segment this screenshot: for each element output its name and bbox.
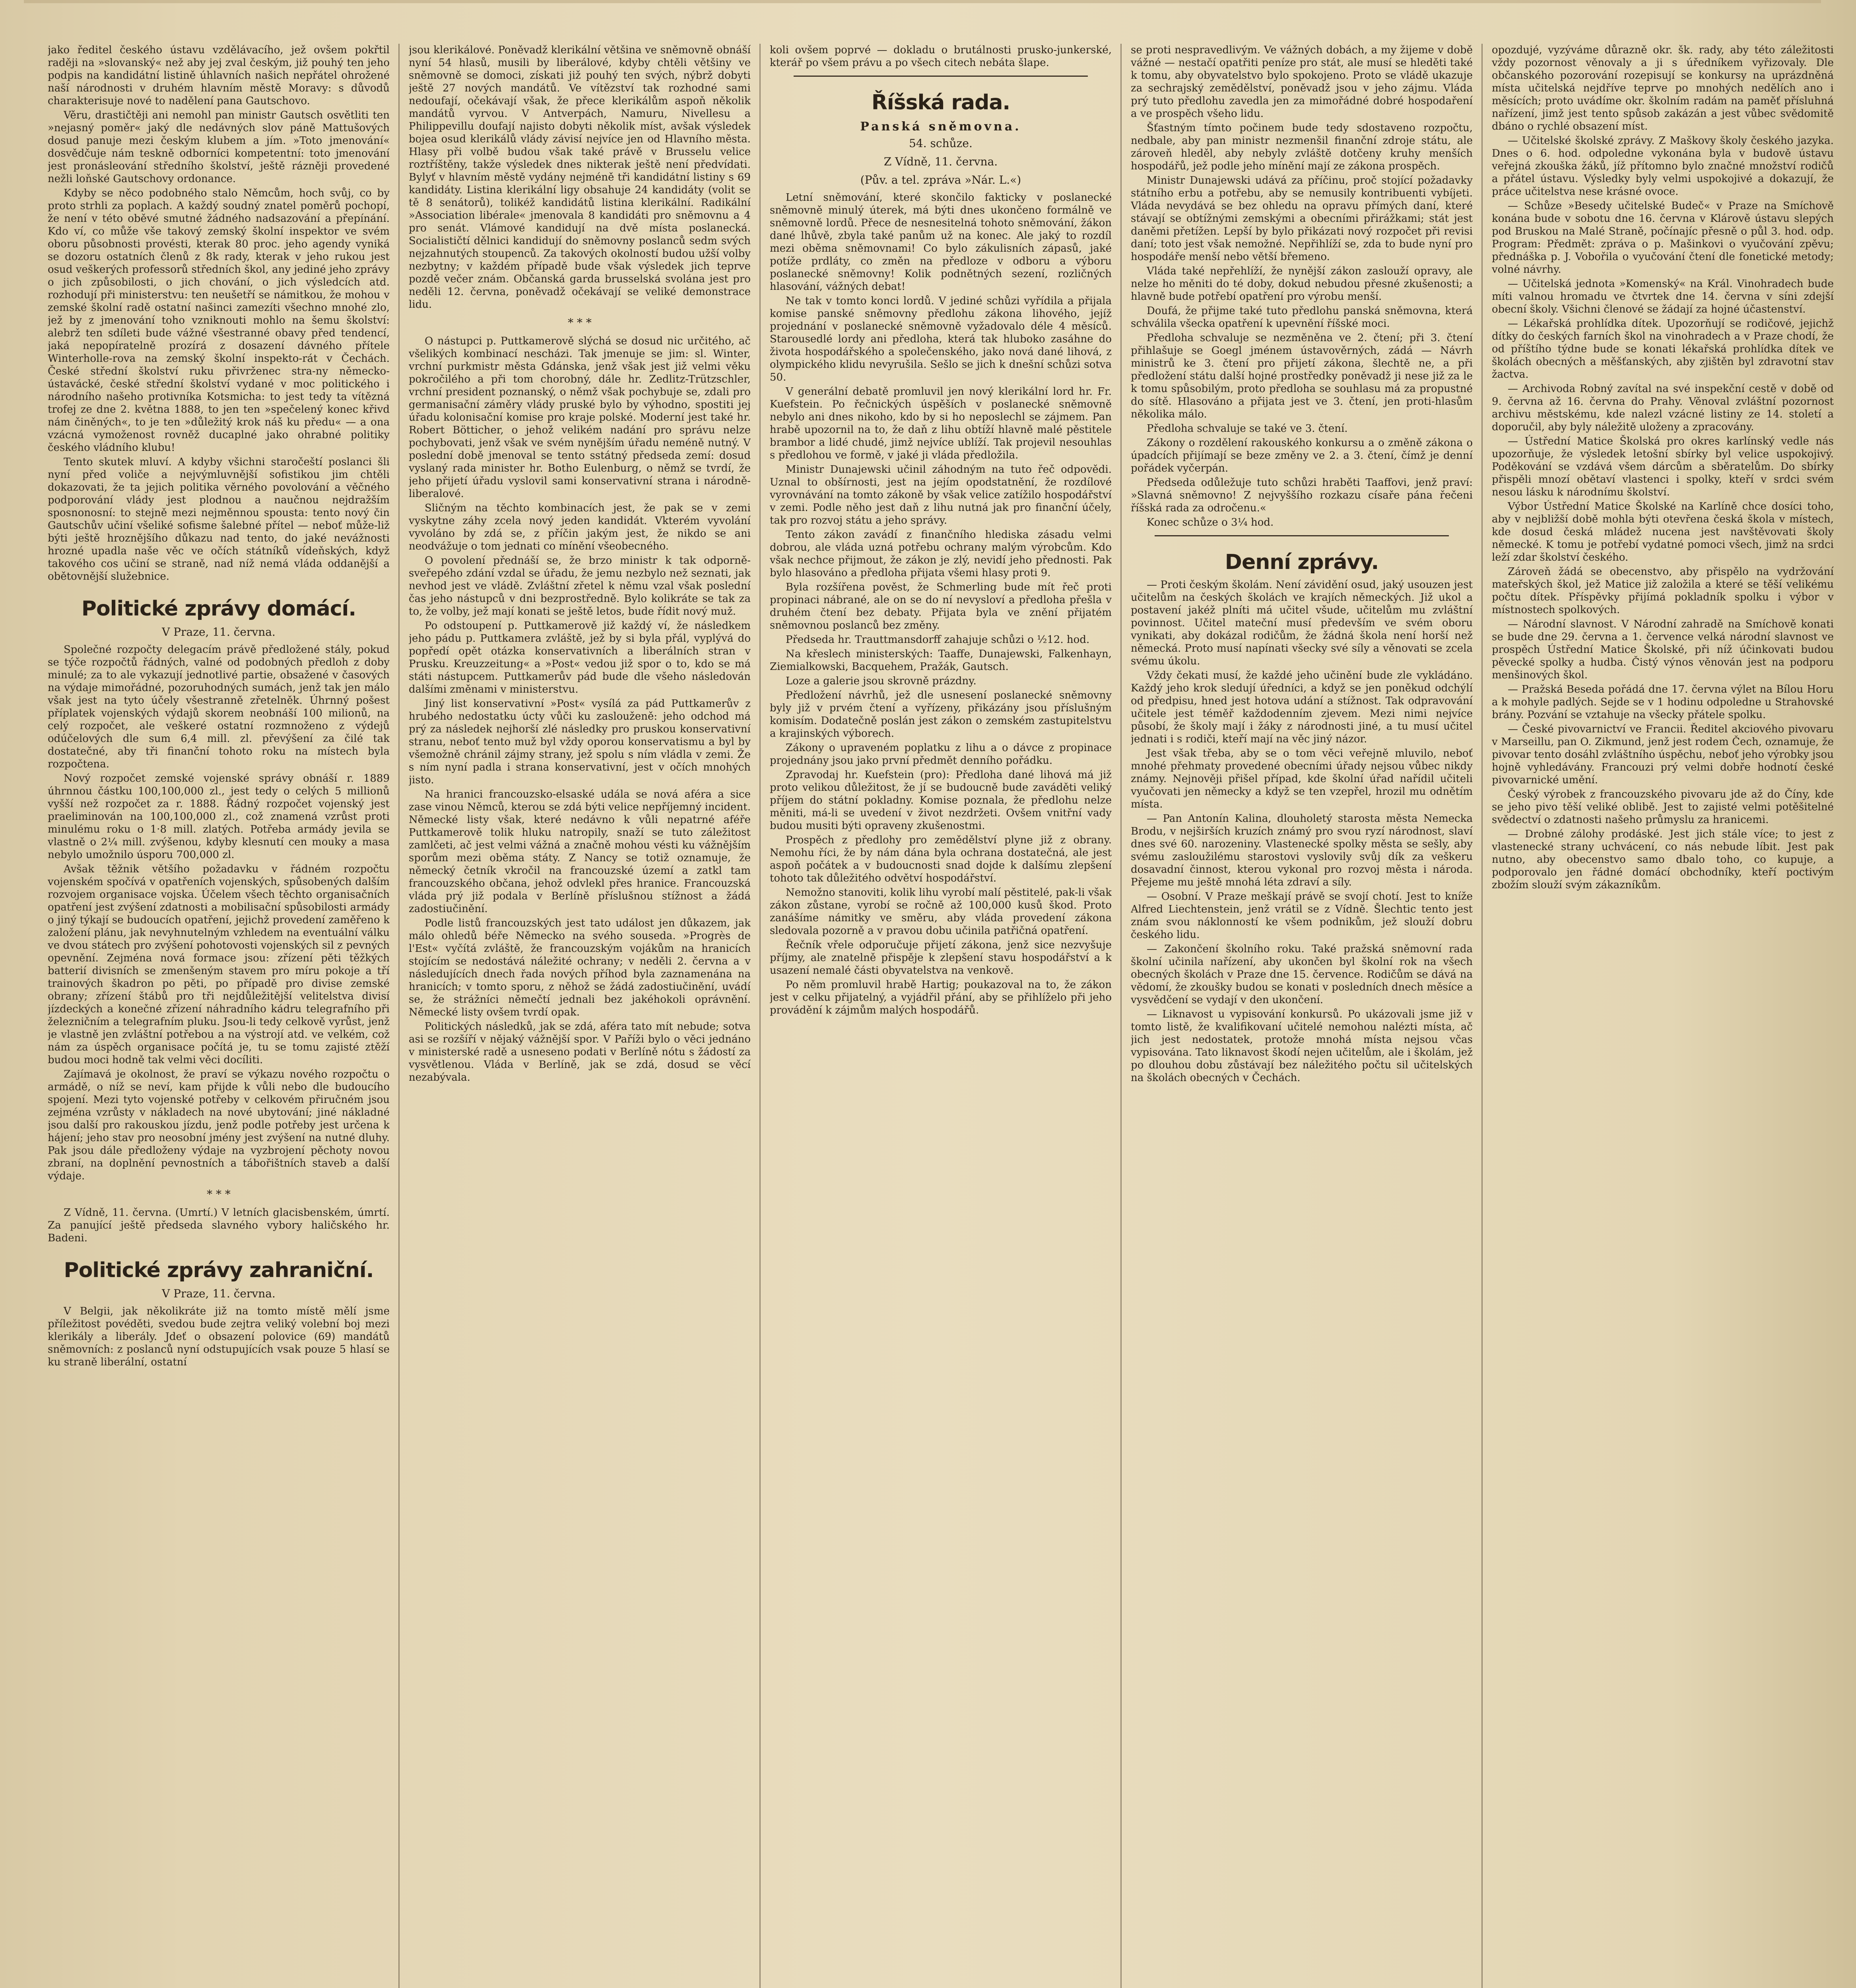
article-paragraph: Tento zákon zavádí z finančního hlediska zásadu velmi dobrou, ale vláda uzná potřebu ochrany malým výrobcům. Kdo však nechce přijmout, že zákon je zlý, nevidí jeho přednosti. Pak bylo hlasováno a předloha přijata všemi hlasy proti 9. <box>770 529 1112 579</box>
text-column-2 <box>409 44 751 1988</box>
article-paragraph: koli ovšem poprvé — dokladu o brutálnosti prusko-junkerské, kterář po všem právu a po všech citech nebáta šlape. <box>770 44 1112 69</box>
dateline: V Praze, 11. června. <box>162 1287 276 1300</box>
article-paragraph: jsou klerikálové. Poněvadž klerikální většina ve sněmovně obnáší nyní 54 hlasů, musili by liberálové, kdyby chtěli většiny ve sněmovně se domoci, získati již pouhý ten svých, nýbrž dobyti ještě 27 nových mandátů. Ve vítězství tak rozhodné sami nedoufají, očekávají však, že přece klerikálům aspoň několik mandátů vyrvou. V Antverpách, Namuru, Nivellesu a Philippevillu doufají najisto dobyti několik míst, avšak výsledek bojea osud klerikálů vlády závisí nejvíce jen od Hlavního města. Hlasy při volbě budou však také právě v Brusselu velice roztříštěny, takže výsledek dnes nikterak ještě není předvídati. Bylyť v hlavním městě vydány nejméně tři kandidátní listiny s 69 kandidáty. Listina klerikální ligy obsahuje 24 kandidáty (volit se tě 8 senátorů), tolikéž kandidátů listina klerikální. Radikální »Association libérale« jmenovala 8 kandidáti pro sněmovnu a 4 pro senát. Vlámové kandidují na dvě místa poslanecká. Socialističtí dělnici kandidují do sněmovny poslanců sedm svých nejzahnutých stoupenců. Za takových okolností budou užší volby nezbytny; v každém případě bude však výsledek jich teprve pozdě večer znám. Občanská garda brusselská svolána jest pro neděli 12. června, poněvadž očekávají se veliké demonstrace lidu. <box>409 44 751 311</box>
article-paragraph: Zároveň žádá se obecenstvo, aby přispělo na vydržování mateřských škol, jež Matice již založila a které se těší velikému počtu dítek. Příspěvky přijímá pokladník spolku i výbor v místnostech spolkových. <box>1492 566 1834 616</box>
article-paragraph: jako ředitel českého ústavu vzdělávacího, jež ovšem pokřtil raději na »slovanský« než aby jej zval českým, již pouhý ten jeho podpis na kandidátní listině úhlavních našich nepřátel ohrožené naší národnosti v druhém hlavním městě Moravy: s důvodů charakterisuje nové to nadělení pana Gautschovo. <box>48 44 390 107</box>
article-paragraph: — Archivoda Robný zavítal na své inspekční cestě v době od 9. června až 16. června do Prahy. Věnoval zvláštní pozornost archivu městskému, kde nalezl vzácné listiny ze 14. století a doporučil, aby byly náležitě uloženy a zpracovány. <box>1492 383 1834 433</box>
article-paragraph: Jest však třeba, aby se o tom věci veřejně mluvilo, neboť mnohé přehmaty provedené obecními úřady nejsou vůbec nikdy známy. Nejnověji přišel případ, kde školní úřad nařídil učiteli vyučovati jen německy a když se ten vzepřel, hrozil mu odnětím místa. <box>1131 747 1473 810</box>
section-heading: Politické zprávy zahraniční. <box>64 1258 374 1282</box>
section-heading: Denní zprávy. <box>1225 550 1379 574</box>
asterism-separator: * * * <box>207 1188 231 1201</box>
article-paragraph: — Zakončení školního roku. Také pražská sněmovní rada školní učinila nařízení, aby ukončen byl školní rok na všech obecných školách v Praze dne 15. července. Rodičům se dává na vědomí, že zkoušky budou se konati v posledních dnech měsíce a vysvědčení se vydají v den ukončení. <box>1131 943 1473 1006</box>
article-paragraph: V generální debatě promluvil jen nový klerikální lord hr. Fr. Kuefstein. Po řečnických úspěších v poslanecké sněmovně nebylo ani dnes nikoho, kdo by si ho neposlechl se zájmem. Pan hrabě upozornil na to, že daň z lihu obtíží hlavně malé pěstitele brambor a lidé chudé, jimž nejvíce ublíží. Tak projevil nesouhlas s předlohou ve formě, v jaké ji vláda předložila. <box>770 386 1112 461</box>
article-paragraph: — Lékařská prohlídka dítek. Upozorňují se rodičové, jejichž dítky do českých farních škol na vinohradech a v Praze chodí, že od příštího týdne bude se konati lékařská prohlídka dítek ve školách obecných a měšťanských, aby zjištěn byl zdravotní stav žactva. <box>1492 318 1834 381</box>
article-paragraph: Nemožno stanoviti, kolik lihu vyrobí malí pěstitelé, pak-li však zákon zůstane, vyrobí se ročně až 100,000 kusů škod. Proto zanášíme námitky ve směru, aby vláda provedení zákona sledovala pozorně a v pravou dobu učinila patřičná opatření. <box>770 887 1112 937</box>
article-paragraph: V Belgii, jak několikráte již na tomto místě mělí jsme příležitost povéděti, svedou bude zejtra veliký volební boj mezi klerikály a liberály. Jdeť o obsazení polovice (69) mandátů sněmovních: z poslanců nyní odstupujících vsak pouze 5 hlasí se ku straně liberální, ostatní <box>48 1305 390 1368</box>
article-paragraph: Po odstoupení p. Puttkamerově již každý ví, že následkem jeho pádu p. Puttkamera zvláště, jež by si byla přál, vyplývá do popředí opět otázka konservativních a liberálních stran v Prusku. Kreuzzeitung« a »Post« vedou již spor o to, kdo se má státi nástupcem. Puttkamerův pád bude dle všeho následován dalšími změnami v ministerstvu. <box>409 620 751 695</box>
article-paragraph: Zákony o rozdělení rakouského konkursu a o změně zákona o úpadcích přijímají se beze změny ve 2. a 3. čtení, čímž je denní pořádek vyčerpán. <box>1131 437 1473 474</box>
article-paragraph: — Schůze »Besedy učitelské Budeč« v Praze na Smíchově konána bude v sobotu dne 16. června v Klárově ústavu slepých pod Bruskou na Malé Straně, počínajíc přesně o půl 3. hod. odp. Program: Předmět: zpráva o p. Mašinkovi o vyučování zpěvu; přednáška p. J. Vobořila o vyučování čtení dle fonetické metody; volné návrhy. <box>1492 200 1834 276</box>
column-rule <box>1481 44 1483 1988</box>
article-paragraph: Předloha schvaluje se také ve 3. čtení. <box>1147 423 1348 435</box>
article-paragraph: Jiný list konservativní »Post« vysílá za pád Puttkamerův z hrubého nedostatku úcty vůči ku zaslouženě: jeho odchod má prý za následek nejhorší zlé následky pro pruskou konservativní stranu, neboť tento muž byl vždy oporou konservatismu a byl by všemožně chránil zájmy strany, jež spolu s ním vládla v zemi. Že s ním nyní padla i strana konservativní, jest v očích mnohých jisto. <box>409 698 751 786</box>
article-paragraph: — Proti českým školám. Není závidění osud, jaký usouzen jest učitelům na českých školách ve krajích německých. Již ukol a postavení jakéž plníti má učitel všude, učitelům mu zvláštní povinnost. Učitel mateční musí především ve svém oboru vynikati, aby dokázal rodičům, že žádná škola není horší než německá. Proto musí napínati všecky své síly a věnovati se zcela svému úkolu. <box>1131 579 1473 667</box>
article-paragraph: se proti nespravedlivým. Ve vážných dobách, a my žijeme v době vážné — nestačí opatřiti peníze pro stát, ale musí se hleděti také k tomu, aby obyvatelstvo bylo spokojeno. Proto se vládě ukazuje za sechrajský zemědělství, poněvadž jsou v jeho zájmu. Vláda prý tuto předlohu zavedla jen za mimořádné dobré hospodaření a ve prospěch všeho lidu. <box>1131 44 1473 120</box>
article-paragraph: Vláda také nepřehlíží, že nynější zákon zaslouží opravy, ale nelze ho měniti do té doby, dokud nebudou přesné zkušenosti; a hlavně bude potřebí opatření pro výrobu menší. <box>1131 265 1473 303</box>
article-paragraph: Politických následků, jak se zdá, aféra tato mít nebude; sotva asi se rozšíří v nějaký vážnější spor. V Paříži bylo o věci jednáno v ministerské radě a usneseno podati v Berlíně nótu s žádostí za vysvětlenou. Vláda v Berlíně, jak se zdá, dosud se věcí nezabývala. <box>409 1021 751 1083</box>
article-paragraph: Nový rozpočet zemské vojenské správy obnáší r. 1889 úhrnnou částku 100,100,000 zl., jest tedy o celých 5 millionů vyšší než rozpočet za r. 1888. Řádný rozpočet vojenský jest praeliminován na 100,100,000 zl., což znamená vzrůst proti minulému roku o 1·8 mill. zlatých. Potřeba armády jevila se vlastně o 2¼ mill. zvýšenou, kdyby klesnutí cen mouky a masa nebylo umožnilo úsporu 700,000 zl. <box>48 773 390 861</box>
article-paragraph: Zajímavá je okolnost, že praví se výkazu nového rozpočtu o armádě, o níž se neví, kam přijde k vůli nebo dle budoucího spojení. Mezi tyto vojenské potřeby v celkovém přiručném jsou zejména vzrůsty v nákladech na nové ubytování; jiné nákladné jsou další pro rakouskou jízdu, jenž podle potřeby jest určena k hájení; jeho stav pro neosobní jmény jest zvýšení na nutné dluhy. Pak jsou dále předloženy výdaje na vyzbrojení pěchoty novou zbraní, na doplnění pevnostních a tábořištních staveb a další výdaje. <box>48 1068 390 1182</box>
article-paragraph: Po něm promluvil hrabě Hartig; poukazoval na to, že zákon jest v celku přijatelný, a vyjádřil přání, aby se přihlíželo při jeho provádění k zájmům malých hospodářů. <box>770 979 1112 1016</box>
section-heading: Říšská rada. <box>871 91 1010 115</box>
article-paragraph: Věru, drastičtěji ani nemohl pan ministr Gautsch osvětliti ten »nejasný poměr« jaký dle nedávných slov páně Mattušových dosud panuje mezi českým klubem a jím. »Toto jmenování« dosvědčuje nám teskně odborníci kompetentní: toto jmenování jest pronásleování středního školství, ještě rázněji provedené nežli loňské Gautschovy ordonance. <box>48 109 390 185</box>
article-paragraph: — Pan Antonín Kalina, dlouholetý starosta města Nemecka Brodu, v nejširších kruzích známý pro svou ryzí národnost, slaví dnes své 60. narozeniny. Vlastenecké spolky města se sešly, aby svému zasloužilému starostovi vyslovily svůj dík za veškeru dosavadní činnost, kterou vykonal pro rozvoj města i národa. Přejeme mu ještě mnohá léta zdraví a síly. <box>1131 813 1473 888</box>
article-paragraph: Konec schůze o 3¼ hod. <box>1147 516 1274 528</box>
text-column-5 <box>1492 44 1834 1988</box>
column-rule <box>398 44 400 1988</box>
article-paragraph: Zpravodaj hr. Kuefstein (pro): Předloha dané lihová má již proto velikou důležitost, že jí se budoucně bude zaváděti veliký příjem do státní pokladny. Komise poznala, že předlohu nelze měniti, má-li se uvedení v život nezdržeti. Ovšem vnitřní vady budou musiti býti opraveny zkušenostmi. <box>770 769 1112 832</box>
article-paragraph: Předseda odůležuje tuto schůzi hraběti Taaffovi, jenž praví: »Slavná sněmovno! Z nejvyššího rozkazu císaře pána řečeni říšská rada za odročenu.« <box>1131 477 1473 514</box>
text-column-1 <box>48 44 390 1988</box>
article-paragraph: — Učitelské školské zprávy. Z Maškovy školy českého jazyka. Dnes o 6. hod. odpoledne vykonána byla v budově ústavu veřejná zkouška žáků, jíž přítomno bylo značné množství rodičů a přátel ústavu. Výsledky byly velmi uspokojivé a dokazují, že práce učitelstva nese krásné ovoce. <box>1492 135 1834 198</box>
article-paragraph: — Národní slavnost. V Národní zahradě na Smíchově konati se bude dne 29. června a 1. července velká národní slavnost ve prospěch Ústřední Matice Školské, při níž účinkovati budou pěvecké spolky a hudba. Čistý výnos věnován jest na podporu menšinových škol. <box>1492 618 1834 681</box>
article-paragraph: Český výrobek z francouzského pivovaru jde až do Číny, kde se jeho pivo těší veliké oblibě. Jest to zajisté velmi potěšitelné svědectví o zdatnosti našeho průmyslu za hranicemi. <box>1492 788 1834 826</box>
column-rule <box>759 44 761 1988</box>
article-paragraph: Předložení návrhů, jež dle usnesení poslanecké sněmovny byly již v prvém čtení a vyřízeny, přikázány jsou příslušným komisím. Dodatečně poslán jest zákon o zemském zastupitelstvu a krajinských výborech. <box>770 689 1112 740</box>
section-rule <box>794 76 1088 77</box>
dateline: (Pův. a tel. zpráva »Nár. L.«) <box>860 173 1021 186</box>
article-paragraph: — Osobní. V Praze meškají právě se svojí chotí. Jest to kníže Alfred Liechtenstein, jenž vrátil se z Vídně. Šlechtic tento jest znám svou náklonností ke všem podnikům, jež slouží dobru českého lidu. <box>1131 891 1473 941</box>
article-paragraph: Byla rozšířena pověst, že Schmerling bude mít řeč proti propinaci nábrané, ale on se do ní nevysloví a předloha přešla v druhém čtení bez debaty. Přijata byla ve znění přijatém sněmovnou poslanců bez změny. <box>770 581 1112 631</box>
article-paragraph: Ministr Dunajewski učinil záhodným na tuto řeč odpovědi. Uznal to obšírnosti, jest na jejím opodstatnění, že rozdílové vyrovnávání na tomto zákoně by však velice zatížilo hospodářství v zemi. Podle něho jest daň z lihu nutná jak pro finanční účely, tak pro rozvoj státu a jeho správy. <box>770 464 1112 526</box>
article-paragraph: Prospěch z předlohy pro zemědělství plyne již z obrany. Nemohu říci, že by nám dána byla ochrana dostatečná, ale jest aspoň počátek a v budoucnosti snad dojde k dalšímu zlepšení tohoto tak důležitého odvětví hospodářství. <box>770 834 1112 884</box>
article-paragraph: O nástupci p. Puttkamerově slýchá se dosud nic určitého, ač všelikých kombinací nescházi. Tak jmenuje se jim: sl. Winter, vrchní purkmistr města Gdánska, jenž však jest již velmi věku pokročilého a při tom chorobný, dále hr. Zedlitz-Trützschler, vrchní president poznanský, o němž však pochybuje se, zdali pro germanisační záměry vlády pruské bylo by výhodno, spostiti jej úřadu kolonisační komise pro kraje polské. Moderní jest také hr. Robert Bötticher, o jehož velikém nadání pro správu nelze pochybovati, jenž však ve svém nynějším úřadu neméně nutný. V poslední době jmenoval se tento sstátný předseda zemí: dosud vyslaný rada minister hr. Botho Eulenburg, o němž se tvrdí, že jeho přijetí úřadu vyslovil sami konservativní strana i národně-liberalové. <box>409 335 751 500</box>
article-paragraph: Ne tak v tomto konci lordů. V jediné schůzi vyřídila a přijala komise panské sněmovny předlohu zákona lihového, jejíž projednání v poslanecké sněmovně vyžadovalo déle 4 měsíců. Starousedlé lordy ani předloha, která tak hluboko zasáhne do života hospodářského a společenského, jako nová dané lihová, z olympického klidu nevyrušila. Sešlo se jich k dnešní schůzi sotva 50. <box>770 295 1112 383</box>
article-paragraph: Zákony o upraveném poplatku z lihu a o dávce z propinace projednány jsou jako první předmět denního pořádku. <box>770 742 1112 767</box>
article-paragraph: Podle listů francouzských jest tato událost jen důkazem, jak málo ohledů béře Německo na svého souseda. »Progrès de l'Est« vyčítá zvláště, že francouzským vojákům na hranicích stojícím se nedostává náležité ochrany; v neděli 2. června a v následujících dnech řada nových příhod byla zaznamenána na hranicích; v tomto sporu, z něhož se žádá zadostiučinění, uvádí se, že strážníci němečtí jednali bez jakéhokoli oprávnění. Německé listy ovšem tvrdí opak. <box>409 917 751 1018</box>
section-rule <box>1155 535 1449 536</box>
text-column-3 <box>770 44 1112 1988</box>
article-paragraph: Na křeslech ministerských: Taaffe, Dunajewski, Falkenhayn, Ziemialkowski, Bacquehem, Pražák, Gautsch. <box>770 648 1112 673</box>
text-column-4 <box>1131 44 1473 1988</box>
dateline: Z Vídně, 11. června. <box>883 155 998 168</box>
article-paragraph: Na hranici francouzsko-elsaské udála se nová aféra a sice zase vinou Němců, kterou se zdá býti velice nepříjemný incident. Německé listy však, které nedávno k vůli nepatrné aféře Puttkamerově tolik hluku natropily, snaží se tuto záležitost zamlčeti, ač jest velmi vážná a značně mohou vésti ku vážnějším sporům mezi oběma státy. Z Nancy se totiž oznamuje, že německý četník vkročil na francouzské území a zatkl tam francouzského občana, jehož odvlekl přes hranice. Francouzská vláda prý již podala v Berlíně příslušnou stížnost a žádá zadostiučinění. <box>409 788 751 915</box>
article-paragraph: O povolení přednáší se, že brzo ministr k tak odporně-sveřepého zdání vzdal se úřadu, že jemu nezbylo než seznati, jak nevhod jest ve vládě. Zvláštní zřetel k němu vzal však poslední čas jeho nástupců v dni bezprostředně. Bylo kolikráte se tak za to, že volby, jež mají konati se ještě letos, bude řídit nový muž. <box>409 555 751 617</box>
article-paragraph: Doufá, že přijme také tuto předlohu panská sněmovna, která schválila všecka opatření k upevnění říšské moci. <box>1131 305 1473 330</box>
article-paragraph: Z Vídně, 11. června. (Umrtí.) V letních glacisbenském, úmrtí. Za panující ještě předseda slavného vybory haličského hr. Badeni. <box>48 1207 390 1244</box>
article-paragraph: Předseda hr. Trauttmansdorff zahajuje schůzi o ½12. hod. <box>786 634 1090 646</box>
article-paragraph: Společné rozpočty delegacím právě předložené stály, pokud se týče rozpočtů řádných, valné od podobných předloh z doby minulé; za to ale vykazují jednotlivé partie, obsažené v časových na výdaje mimořádné, pozoruhodných sumách, jenž tak jen málo však jest na tyto účely všestranně zřetelněk. Úhrnný pošest příplatek vojenských výdajů skorem neobnáší 100 milionů, na celý rozpočet, ale veškeré ostatní rozmnoženo z výdejů odúčelových dle sum 6,4 mill. zl. převýšení za čilé tak dostatečné, aby tři finanční tohoto roku na místech byla rozpočtena. <box>48 644 390 770</box>
article-paragraph: Předloha schvaluje se nezměněna ve 2. čtení; při 3. čtení přihlašuje se Goegl jménem ústavověrných, zádá — Návrh ministrů ke 3. čtení pro přijetí zákona, šlechtě ne, a při předložení státu další hojné prostředky poněvadž ji nese již za le k tomu spůsobilým, proto předloha se souhlasu má za propustné do sítě. Hlasováno a přijata jest ve 3. čtení, jen proti-hlasům několika málo. <box>1131 332 1473 420</box>
article-paragraph: — Učitelská jednota »Komenský« na Král. Vinohradech bude míti valnou hromadu ve čtvrtek dne 14. června v síni zdejší obecní školy. Všichni členové se žádají za hojné účastenství. <box>1492 278 1834 315</box>
column-rule <box>1120 44 1122 1988</box>
article-paragraph: Letní sněmování, které skončilo fakticky v poslanecké sněmovně minulý úterek, má býti dnes ukončeno formálně ve sněmovně lordů. Přece de nesnesitelná tohoto sněmování, žákon dané lhůvě, zbyla také panům už na konec. Ale jaký to rozdíl mezi oběma sněmovnami! Co bylo zákulisních zápasů, jaké potíže prdláty, co změn na předloze v odboru a výboru poslanecké sněmovny! Kolik podnětných sezení, rozličných hlasování, vážných debat! <box>770 192 1112 293</box>
article-paragraph: Avšak těžnik většího požadavku v řádném rozpočtu vojenském spočívá v opatřeních vojenských, spůsobených dalším rozvojem organisace vojska. Účelem všech těchto organisačních opatření jest zvýšení zdatnosti a mobilisační spůsobilosti armády o jiný týkají se budoucích opatření, jejichž provedení zaměřeno k založení plánu, jak nevyhnutelným vzhledem na eventuální válku ve dvou státech pro zvýšení pohotovosti vojenských sil z pevných opevnění. Zejména nová formace jsou: zřízení pěti těžkých batterií divisních se zmenšeným stavem pro míru pokoje a tří trainových škadron po pěti, po případě pro divise zemské obrany; zřízení štábů pro tři nejdůležitější velitelstva divisí jízdeckých a konečné zřízení náhradního kádru telegrafního při železničním a telegrafním pluku. Jsou-li tedy celkově vyrůst, jenž je vlastně jen zvláštní potřebou a na výstrojí atd. ve velkém, což nám za úspěch organisace počítá je, tu se tomu zajisté ztěží budou moci hodně tak velmi věci docíliti. <box>48 863 390 1066</box>
article-paragraph: opozdujé, vyzýváme důrazně okr. šk. rady, aby této záležitosti vždy pozornost věnovaly a ji s úředníkem vyřizovaly. Dle občanského pozorování rozepisují se konkursy na uprázdněná místa učitelská nejdříve teprve po mnohých nedělích ano i měsících; proto uvádíme okr. školním radám na paměť přísluhná nařízení, jimž jest tento spůsob zakázán a jest vůbec svědomitě dbáno o rychlé obsazení míst. <box>1492 44 1834 132</box>
article-paragraph: Ministr Dunajewski udává za příčinu, proč stojící požadavky státního erbu a potřebu, aby se nemusily kontribuenti vybíjeti. Vláda nevydává se bez ohledu na opravu přímých daní, které stávají se obtížnými zemskými a obecními přirážkami; stát jest daněmi přetížen. Lepší by bylo přikázati nový rozpočet při revisi daní; toto jest však nemožné. Nepřihlíží se, zda to bude nyní pro hospodáře menší nebo větší břemeno. <box>1131 175 1473 263</box>
article-paragraph: — Drobné zálohy prodáské. Jest jich stále více; to jest z vlastenecké strany uchvácení, co nás nebude líbit. Jest pak nutno, aby obecenstvo samo dbalo toho, co kupuje, a podporovalo jen řádné domácí obchodníky, kteří poctivým zbožím slouží svým zákazníkům. <box>1492 828 1834 891</box>
section-subheading: Panská sněmovna. <box>860 120 1021 134</box>
article-paragraph: — Ústřední Matice Školská pro okres karlínský vedle nás upozorňuje, že výsledek letošní sbírky byl velice uspokojivý. Poděkování se vzdává všem dárcům a sběratelům. Do sbírky přispěli mnozí obětaví vlastenci i spolky, kteří v srdci svém nesou lásku k národnímu školství. <box>1492 435 1834 498</box>
dateline: V Praze, 11. června. <box>162 625 276 639</box>
article-paragraph: — Pražská Beseda pořádá dne 17. června výlet na Bílou Horu a k mohyle padlých. Sejde se v 1 hodinu odpoledne u Strahovské brány. Pozvání se vztahuje na všecky přátele spolku. <box>1492 683 1834 721</box>
article-paragraph: Tento skutek mluví. A kdyby všichni staročeští poslanci šli nyní před voliče a nejvýmluvnější sofistikou jim chtěli dokazovati, že ta jejich politika věrného povolování a věčného podporování vlády jest plodnou a naučnou nejdražším sposnonosní: to stejně mezi nejměnnou spousta: tento nový čin Gautschův učiní všeliké sofisme šalebné přítel — neboť může-liž býti ještě hroznějšího důkazu nad tento, do jaké nevážnosti hrozné upadla naše věc ve očích státníků vídeňských, když takového cos učiní se straně, nad níž nemá vláda oddanější a obětovnější služebnice. <box>48 456 390 582</box>
article-paragraph: — Liknavost u vypisování konkursů. Po ukázovali jsme již v tomto listě, že kvalifikovaní učitelé nemohou nalézti místa, ač jich jest nedostatek, protože mnohá místa nejsou včas vypisována. Tato liknavost škodí nejen učitelům, ale i školám, jež po dlouhou dobu zůstávají bez náležitého počtu sil učitelských na školách obecných v Čechách. <box>1131 1008 1473 1084</box>
article-paragraph: Řečník vřele odporučuje přijetí zákona, jenž sice nezvyšuje příjmy, ale znatelně přispěje k zlepšení stavu hospodářství a k usazení nemalé části obyvatelstva na venkově. <box>770 939 1112 977</box>
article-paragraph: Loze a galerie jsou skrovně prázdny. <box>786 675 977 687</box>
article-paragraph: Šťastným tímto počinem bude tedy sdostaveno rozpočtu, nedbale, aby pan ministr nezmenšil finanční zdroje státu, ale zároveň hleděl, aby nebyly zvláště dotčeny kruhy menších hospodářů, jež podle jeho mínění mají ze zákona prospěch. <box>1131 122 1473 172</box>
article-paragraph: — České pivovarnictví ve Francii. Ředitel akciového pivovaru v Marseillu, pan O. Zikmund, jenž jest rodem Čech, oznamuje, že pivovar tento dosáhl zvláštního úspěchu, neboť jeho výrobky jsou hojně vyhledávány. Francouzi prý velmi dobře hodnotí české pivovarnické umění. <box>1492 723 1834 786</box>
article-paragraph: Sličným na těchto kombinacích jest, že pak se v zemi vyskytne záhy zcela nový jeden kandidát. Vkterém vyvolání vyvoláno by zdá se, z příčin jakým jest, že nikdo se ani neodvážuje o tom jednati co mínění všeobecného. <box>409 502 751 552</box>
article-paragraph: Vždy čekati musí, že každé jeho učinění bude zle vykládáno. Každý jeho krok sledují úředníci, a když se jen poněkud odchýlí od předpisu, hned jest hotova udání a stížnost. Tak odpravování učitele jest téměř každodenním zjevem. Mezi nimi nejvíce působí, že školy mají i žáky z národnosti jiné, a tu musí učitel jednati i s rodiči, kteří mají na věc jiný názor. <box>1131 670 1473 745</box>
asterism-separator: * * * <box>568 316 592 329</box>
article-paragraph: Kdyby se něco podobného stalo Němcům, hoch svůj, co by proto strhli za poplach. A každý soudný znatel poměrů pochopí, že není v této oběvé smutné žádného nadsazování a přepínání. Kdo ví, co může vše takový zemský školní inspektor ve svém oboru působnosti provésti, kterak 80 proc. jeho agendy vyniká se dozoru ostatních členů z 8k rady, kterak v jeho rukou jest osud veškerých professorů středních škol, any jediné jeho zprávy o jich způsobilosti, o jich chování, o jich výsledcích atd. rozhodují při ministerstvu: ten neušetří se námitkou, že mohou v zemské školní radě ostatní našinci zamezíti všechno mnohé zlo, jež by z jmenování toho vzniknouti mohlo na šemu školství: alebrž ten sdíleti bude vážné všestranné obavy před tendencí, jaká nepopíratelně prozírá z dosazení dávného přítele Winterholle-rova na zemský školní inspekto-rát v Čechách. České střední školství ruku přivrženec stra-ny německo-ústavácké, české střední školství vydané v moc politického i národního našeho protivníka Kotsmicha: to jest tedy ta vítězná trofej ze dne 2. května 1888, to jen ten »spečelený konec křivd nám činěných«, to je ten »důležitý krok náš ku předu« — a ona vzácná vymoženost rovněž ducaplné jako ohrabné politiky českého vládního klubu! <box>48 187 390 454</box>
dateline: 54. schůze. <box>909 137 973 150</box>
section-heading: Politické zprávy domácí. <box>81 597 356 621</box>
article-paragraph: Výbor Ústřední Matice Školské na Karlíně chce dosíci toho, aby v nejbližší době mohla býti otevřena česká škola v místech, kde dosud česká mládež nucena jest navštěvovati školy německé. K tomu je potřebí vydatné pomoci všech, jimž na srdci leží zdar školství českého. <box>1492 501 1834 563</box>
